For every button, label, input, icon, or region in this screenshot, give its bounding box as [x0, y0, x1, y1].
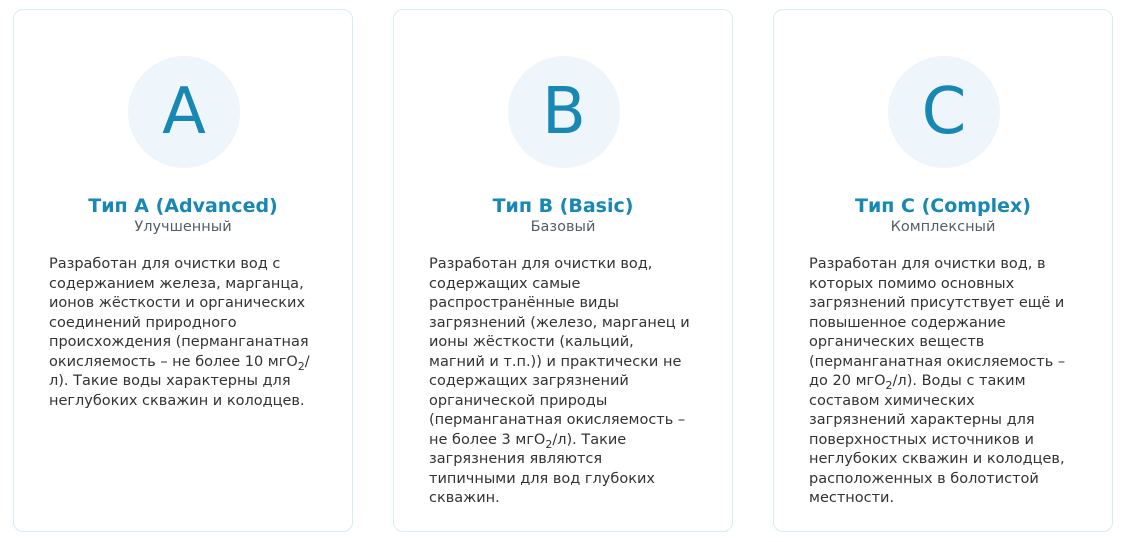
type-a-desc-subscript: 2: [297, 359, 305, 373]
type-b-desc-subscript: 2: [545, 437, 553, 451]
type-b-subtitle: Базовый: [530, 219, 596, 235]
type-b-description: [429, 255, 691, 509]
type-c-desc-subscript: 2: [885, 378, 893, 392]
type-b-desc-text: Разработан для очистки вод, содержащих самые распространённые виды загрязнений (железо, марганец и ионы жёсткости (кальций, магний и т.п.)) и практически не содержащих загрязнений органической природы (перманганатная окисляемость – не более 3 мгО: [429, 256, 690, 448]
type-a-letter: A: [162, 75, 206, 149]
type-a-desc-text-end: /л). Такие воды характерны для неглубоких скважин и колодцев.: [49, 353, 310, 409]
card-type-b: [393, 9, 733, 532]
type-c-title: Тип C (Complex): [855, 195, 1031, 217]
type-c-desc-text-end: /л). Воды с таким составом химических загрязнений характерны для поверхностных источников и неглубоких скважин и колодцев, расположенных в болотистой местности.: [809, 373, 1065, 506]
type-a-title: Тип А (Advanced): [88, 195, 278, 217]
type-c-description: [809, 255, 1071, 509]
card-type-c: [773, 9, 1113, 532]
type-b-title: Тип B (Basic): [492, 195, 634, 217]
type-a-badge: [128, 56, 240, 168]
type-c-letter: C: [921, 75, 967, 149]
type-b-desc-text-end: /л). Такие загрязнения являются типичными для вод глубоких скважин.: [429, 431, 655, 506]
type-a-description: [49, 255, 311, 411]
type-c-badge: [888, 56, 1000, 168]
type-c-desc-text: Разработан для очистки вод, в которых помимо основных загрязнений присутствует ещё и повышенное содержание органических веществ (перманганатная окисляемость – до 20 мгО: [809, 256, 1066, 389]
type-a-desc-text: Разработан для очистки вод с содержанием железа, марганца, ионов жёсткости и органических соединений природного происхождения (перманганатная окисляемость – не более 10 мгО: [49, 256, 309, 370]
type-b-letter: B: [542, 75, 586, 149]
card-type-a: [13, 9, 353, 532]
type-c-subtitle: Комплексный: [890, 219, 996, 235]
type-b-badge: [508, 56, 620, 168]
type-a-subtitle: Улучшенный: [134, 219, 232, 235]
